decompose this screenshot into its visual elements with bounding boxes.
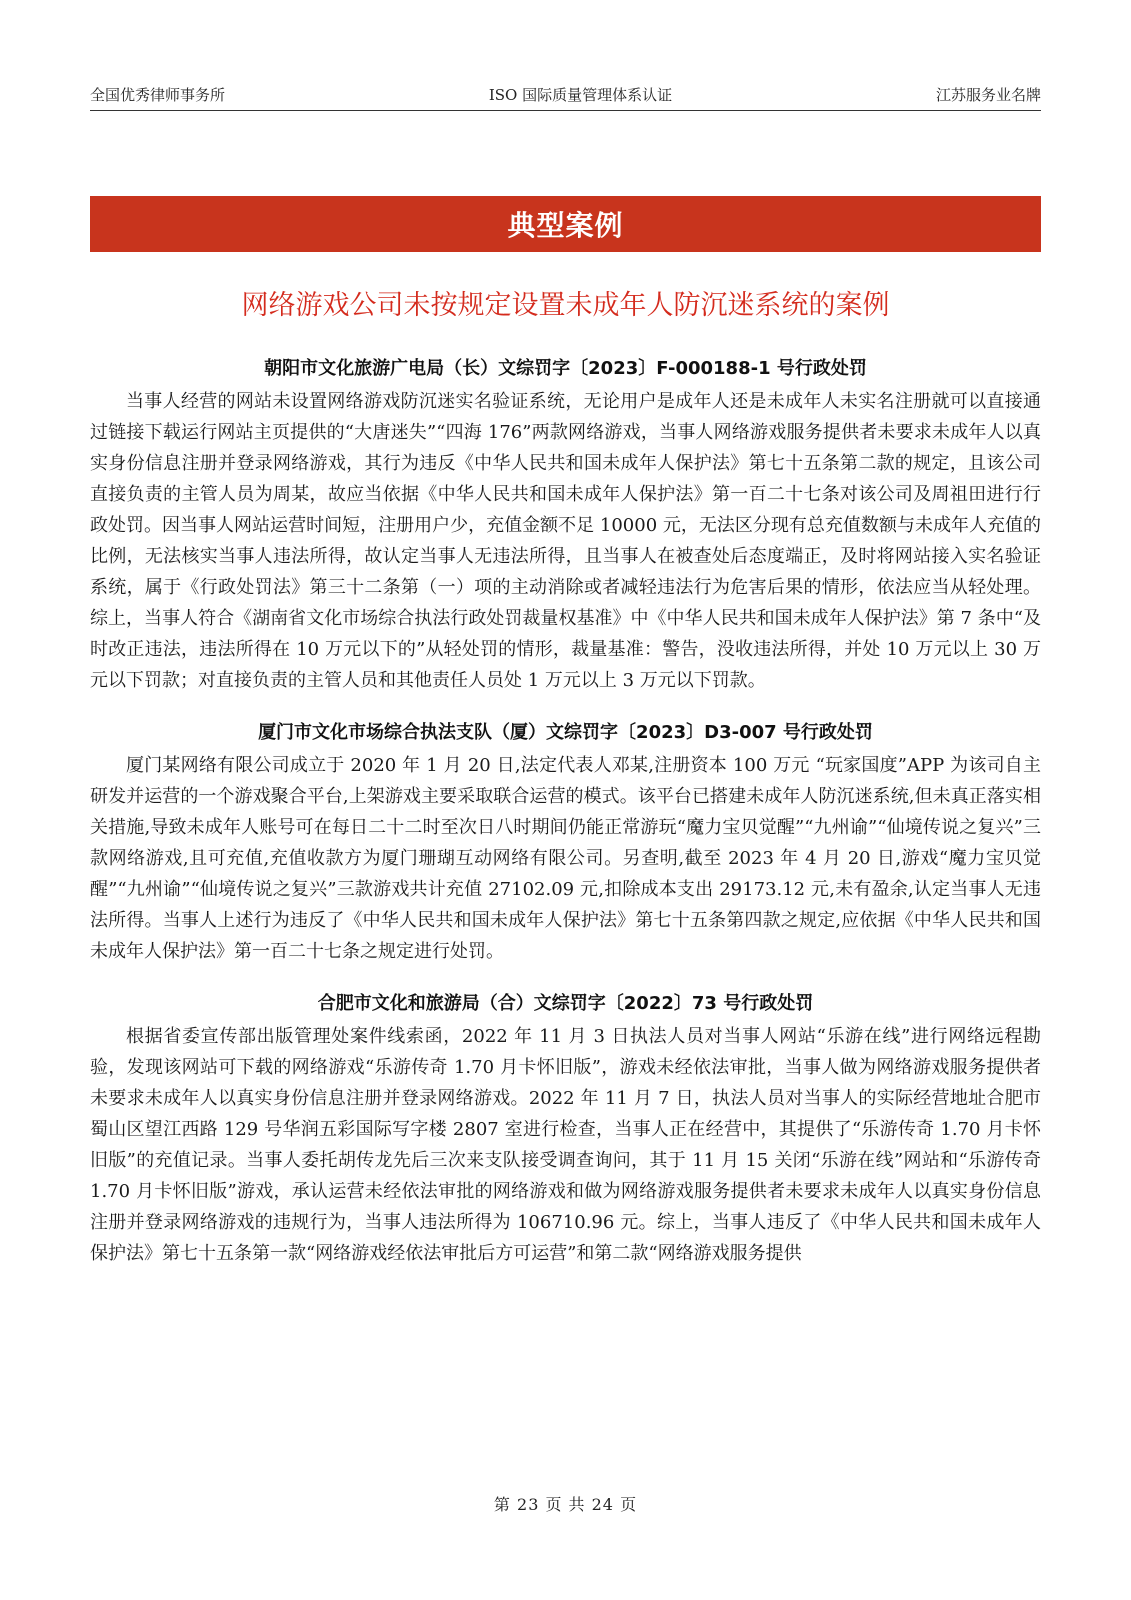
- page-header: [90, 78, 1041, 111]
- case-body: 当事人经营的网站未设置网络游戏防沉迷实名验证系统，无论用户是成年人还是未成年人未实名注册就可以直接通过链接下载运行网站主页提供的“大唐迷失”“四海 176”两款网络游戏，当事人网络游戏服务提供者未要求未成年人以真实身份信息注册并登录网络游戏，其行为违反《中华人民共和国未成年人保护法》第七十五条第二款的规定，且该公司直接负责的主管人员为周某，故应当依据《中华人民共和国未成年人保护法》第一百二十七条对该公司及周祖田进行行政处罚。因当事人网站运营时间短，注册用户少，充值金额不足 10000 元，无法区分现有总充值数额与未成年人充值的比例，无法核实当事人违法所得，故认定当事人无违法所得，且当事人在被查处后态度端正，及时将网站接入实名验证系统，属于《行政处罚法》第三十二条第（一）项的主动消除或者减轻违法行为危害后果的情形，依法应当从轻处理。综上，当事人符合《湖南省文化市场综合执法行政处罚裁量权基准》中《中华人民共和国未成年人保护法》第 7 条中“及时改正违法，违法所得在 10 万元以下的”从轻处罚的情形，裁量基准：警告，没收违法所得，并处 10 万元以上 30 万元以下罚款；对直接负责的主管人员和其他责任人员处 1 万元以上 3 万元以下罚款。: [90, 391, 1041, 691]
- header-left-text: 全国优秀律师事务所: [90, 85, 226, 104]
- case-body: 厦门某网络有限公司成立于 2020 年 1 月 20 日,法定代表人邓某,注册资本 100 万元 “玩家国度”APP 为该司自主研发并运营的一个游戏聚合平台,上架游戏主要采取联合运营的模式。该平台已搭建未成年人防沉迷系统,但未真正落实相关措施,导致未成年人账号可在每日二十二时至次日八时期间仍能正常游玩“魔力宝贝觉醒”“九州谕”“仙境传说之复兴”三款网络游戏,且可充值,充值收款方为厦门珊瑚互动网络有限公司。另查明,截至 2023 年 4 月 20 日,游戏“魔力宝贝觉醒”“九州谕”“仙境传说之复兴”三款游戏共计充值 27102.09 元,扣除成本支出 29173.12 元,未有盈余,认定当事人无违法所得。当事人上述行为违反了《中华人民共和国未成年人保护法》第七十五条第四款之规定,应依据《中华人民共和国未成年人保护法》第一百二十七条之规定进行处罚。: [90, 755, 1041, 962]
- case-section: [90, 354, 1041, 696]
- banner-title: 典型案例: [507, 209, 624, 242]
- case-title: 合肥市文化和旅游局（合）文综罚字〔2022〕73 号行政处罚: [317, 993, 814, 1014]
- page-number: 第 23 页 共 24 页: [493, 1495, 638, 1514]
- section-banner: [90, 196, 1041, 252]
- case-title: 厦门市文化市场综合执法支队（厦）文综罚字〔2023〕D3-007 号行政处罚: [258, 722, 873, 743]
- header-right-text: 江苏服务业名牌: [935, 85, 1041, 104]
- case-section: [90, 989, 1041, 1269]
- case-title: 朝阳市文化旅游广电局（长）文综罚字〔2023〕F-000188-1 号行政处罚: [264, 358, 867, 379]
- article-title: 网络游戏公司未按规定设置未成年人防沉迷系统的案例: [241, 290, 890, 321]
- case-section: [90, 718, 1041, 967]
- case-body: 根据省委宣传部出版管理处案件线索函，2022 年 11 月 3 日执法人员对当事人网站“乐游在线”进行网络远程勘验，发现该网站可下载的网络游戏“乐游传奇 1.70 月卡怀旧版”，游戏未经依法审批，当事人做为网络游戏服务提供者未要求未成年人以真实身份信息注册并登录网络游戏。2022 年 11 月 7 日，执法人员对当事人的实际经营地址合肥市蜀山区望江西路 129 号华润五彩国际写字楼 2807 室进行检查，当事人正在经营中，其提供了“乐游传奇 1.70 月卡怀旧版”的充值记录。当事人委托胡传龙先后三次来支队接受调查询问，其于 11 月 15 关闭“乐游在线”网站和“乐游传奇 1.70 月卡怀旧版”游戏，承认运营未经依法审批的网络游戏和做为网络游戏服务提供者未要求未成年人以真实身份信息注册并登录网络游戏的违规行为，当事人违法所得为 106710.96 元。综上，当事人违反了《中华人民共和国未成年人保护法》第七十五条第一款“网络游戏经依法审批后方可运营”和第二款“网络游戏服务提供: [90, 1026, 1041, 1264]
- header-center-text: ISO 国际质量管理体系认证: [488, 85, 673, 104]
- cases-content: [90, 354, 1041, 1291]
